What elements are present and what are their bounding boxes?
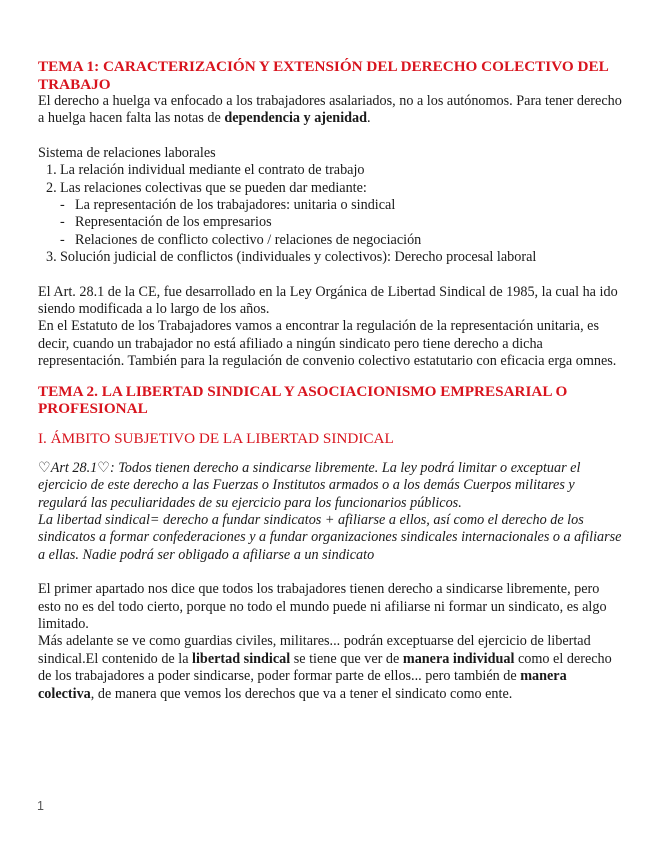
tema1-intro	[38, 93, 623, 128]
page-number: 1	[37, 799, 44, 813]
list-item-text: La relación individual mediante el contrato de trabajo	[60, 162, 365, 179]
list-number: 1.	[46, 162, 57, 179]
list-number: 3.	[46, 249, 57, 266]
sistema-list	[38, 162, 623, 197]
section-heading-ambito: I. ÁMBITO SUBJETIVO DE LA LIBERTAD SINDICAL	[38, 429, 394, 447]
list-number: 2.	[46, 179, 57, 196]
list-item-text: Solución judicial de conflictos (individuales y colectivos): Derecho procesal laboral	[60, 249, 537, 266]
paragraph-mas-adelante	[38, 633, 623, 703]
list-item	[38, 180, 623, 197]
document-body	[38, 58, 623, 703]
sublist-item-text: Representación de los empresarios	[75, 214, 272, 231]
text-run: como el derecho de los trabajadores a poder sindicarse, poder formar parte de ellos... pero también de	[38, 650, 612, 685]
sublist-item-text: Relaciones de conflicto colectivo / relaciones de negociación	[75, 231, 422, 248]
quote-art-28: ♡Art 28.1♡: Todos tienen derecho a sindicarse libremente. La ley podrá limitar o exceptuar el ejercicio de este derecho a las Fuerzas o Institutos armados o a los demás Cuerpos militares y regulará las peculiaridades de su ejercicio para los funcionarios públicos.	[38, 459, 581, 511]
text-run: , de manera que vemos los derechos que va a tener el sindicato como ente.	[90, 685, 513, 702]
list-item	[38, 249, 623, 266]
sublist-item-text: La representación de los trabajadores: unitaria o sindical	[75, 197, 396, 214]
sistema-list-continued	[38, 249, 623, 266]
paragraph-estatuto: En el Estatuto de los Trabajadores vamos a encontrar la regulación de la representación unitaria, es decir, cuando un trabajador no está afiliado a ningún sindicato pero tiene derecho a dicha representación. También para la regulación de convenio colectivo estatutario con eficacia erga omnes.	[38, 318, 617, 370]
sistema-sublist	[38, 197, 623, 249]
quote-libertad-sindical: La libertad sindical= derecho a fundar sindicatos + afiliarse a ellos, así como el derecho de los sindicatos a formar confederaciones y a fundar organizaciones sindicales internacionales o a afiliarse a ellas. Nadie podrá ser obligado a afiliarse a un sindicato	[38, 511, 622, 563]
intro-bold: dependencia y ajenidad	[224, 110, 368, 127]
paragraph-primer-apartado: El primer apartado nos dice que todos los trabajadores tienen derecho a sindicarse libremente, pero esto no es del todo cierto, porque no todo el mundo puede ni afiliarse ni formar un sindicato, es algo limitado.	[38, 581, 607, 632]
text-run: Más adelante se ve como guardias civiles, militares... podrán exceptuarse del ejercicio de libertad sindical.El contenido de la	[38, 633, 591, 667]
list-item-text: Las relaciones colectivas que se pueden dar mediante:	[60, 179, 367, 196]
sistema-heading: Sistema de relaciones laborales	[38, 144, 216, 161]
bold-manera-colectiva: manera colectiva	[38, 668, 567, 702]
list-item	[38, 162, 623, 179]
paragraph-art-28: El Art. 28.1 de la CE, fue desarrollado en la Ley Orgánica de Libertad Sindical de 1985, la cual ha ido siendo modificada a lo largo de los años.	[38, 283, 618, 318]
tema1-title: TEMA 1: CARACTERIZACIÓN Y EXTENSIÓN DEL DERECHO COLECTIVO DEL TRABAJO	[38, 58, 608, 93]
sublist-item	[38, 214, 623, 231]
bold-manera-individual: manera individual	[402, 650, 515, 667]
intro-end: .	[367, 110, 371, 127]
sublist-item	[38, 197, 623, 214]
dash-bullet: -	[60, 231, 65, 248]
intro-text: El derecho a huelga va enfocado a los trabajadores asalariados, no a los autónomos. Para tener derecho a huelga hacen falta las notas de	[38, 93, 622, 127]
text-run: se tiene que ver de	[290, 650, 403, 667]
dash-bullet: -	[60, 197, 65, 214]
bold-libertad-sindical: libertad sindical	[192, 650, 291, 667]
tema2-title: TEMA 2. LA LIBERTAD SINDICAL Y ASOCIACIONISMO EMPRESARIAL O PROFESIONAL	[38, 382, 568, 418]
sublist-item	[38, 232, 623, 249]
dash-bullet: -	[60, 214, 65, 231]
